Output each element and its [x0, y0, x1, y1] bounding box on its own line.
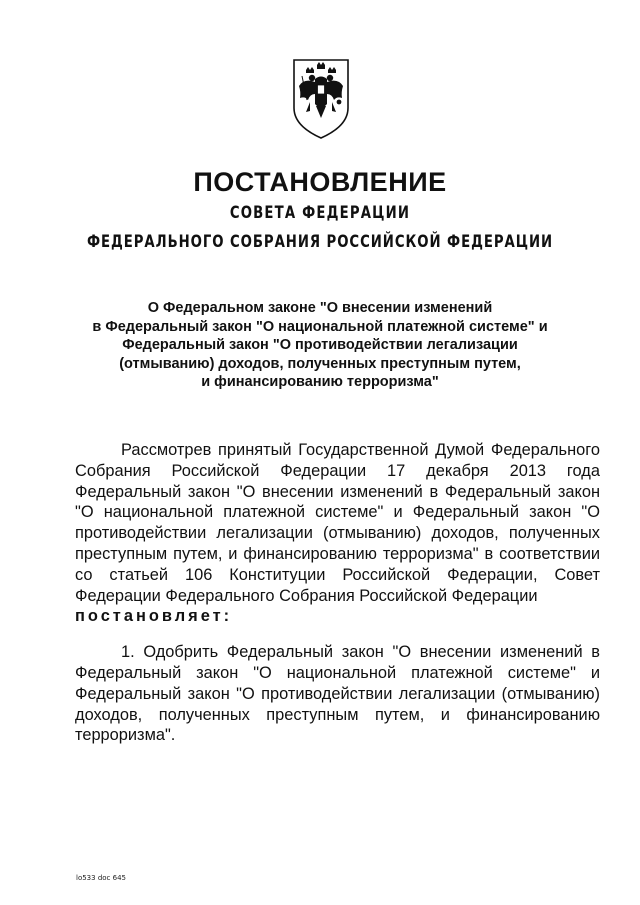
document-code: lo533 doc 645 [76, 874, 126, 882]
document-type-title: ПОСТАНОВЛЕНИЕ [193, 167, 447, 197]
subject-line: и финансированию терроризма" [201, 374, 439, 390]
subject-line: Федеральный закон "О противодействии легализации [122, 337, 518, 353]
document-subject [60, 299, 580, 392]
document-body [75, 440, 600, 746]
resolution-verb: постановляет: [75, 607, 233, 626]
preamble-paragraph: Рассмотрев принятый Государственной Думой Федерального Собрания Российской Федерации 17 декабря 2013 года Федеральный закон "О внесении изменений в Федеральный закон "О национальной платежной системе" и Федеральный закон "О противодействии легализации (отмыванию) доходов, полученных преступным путем, и финансированию терроризма" в соответствии со статьей 106 Конституции Российской Федерации, Совет Федерации Федерального Собрания Российской Федерации [75, 441, 600, 605]
subject-line: (отмыванию) доходов, полученных преступным путем, [119, 355, 521, 372]
point-1-paragraph: 1. Одобрить Федеральный закон "О внесении изменений в Федеральный закон "О национальной платежной системе" и Федеральный закон "О противодействии легализации (отмыванию) доходов, полученных преступным путем, и финансированию терроризма". [75, 643, 600, 745]
subject-line: в Федеральный закон "О национальной платежной системе" и [92, 318, 548, 335]
issuer-line-council: СОВЕТА ФЕДЕРАЦИИ [229, 203, 411, 223]
issuer-line-assembly: ФЕДЕРАЛЬНОГО СОБРАНИЯ РОССИЙСКОЙ ФЕДЕРАЦИИ [86, 232, 554, 252]
state-emblem-icon [288, 56, 354, 140]
subject-line: О Федеральном законе "О внесении изменений [147, 300, 493, 316]
